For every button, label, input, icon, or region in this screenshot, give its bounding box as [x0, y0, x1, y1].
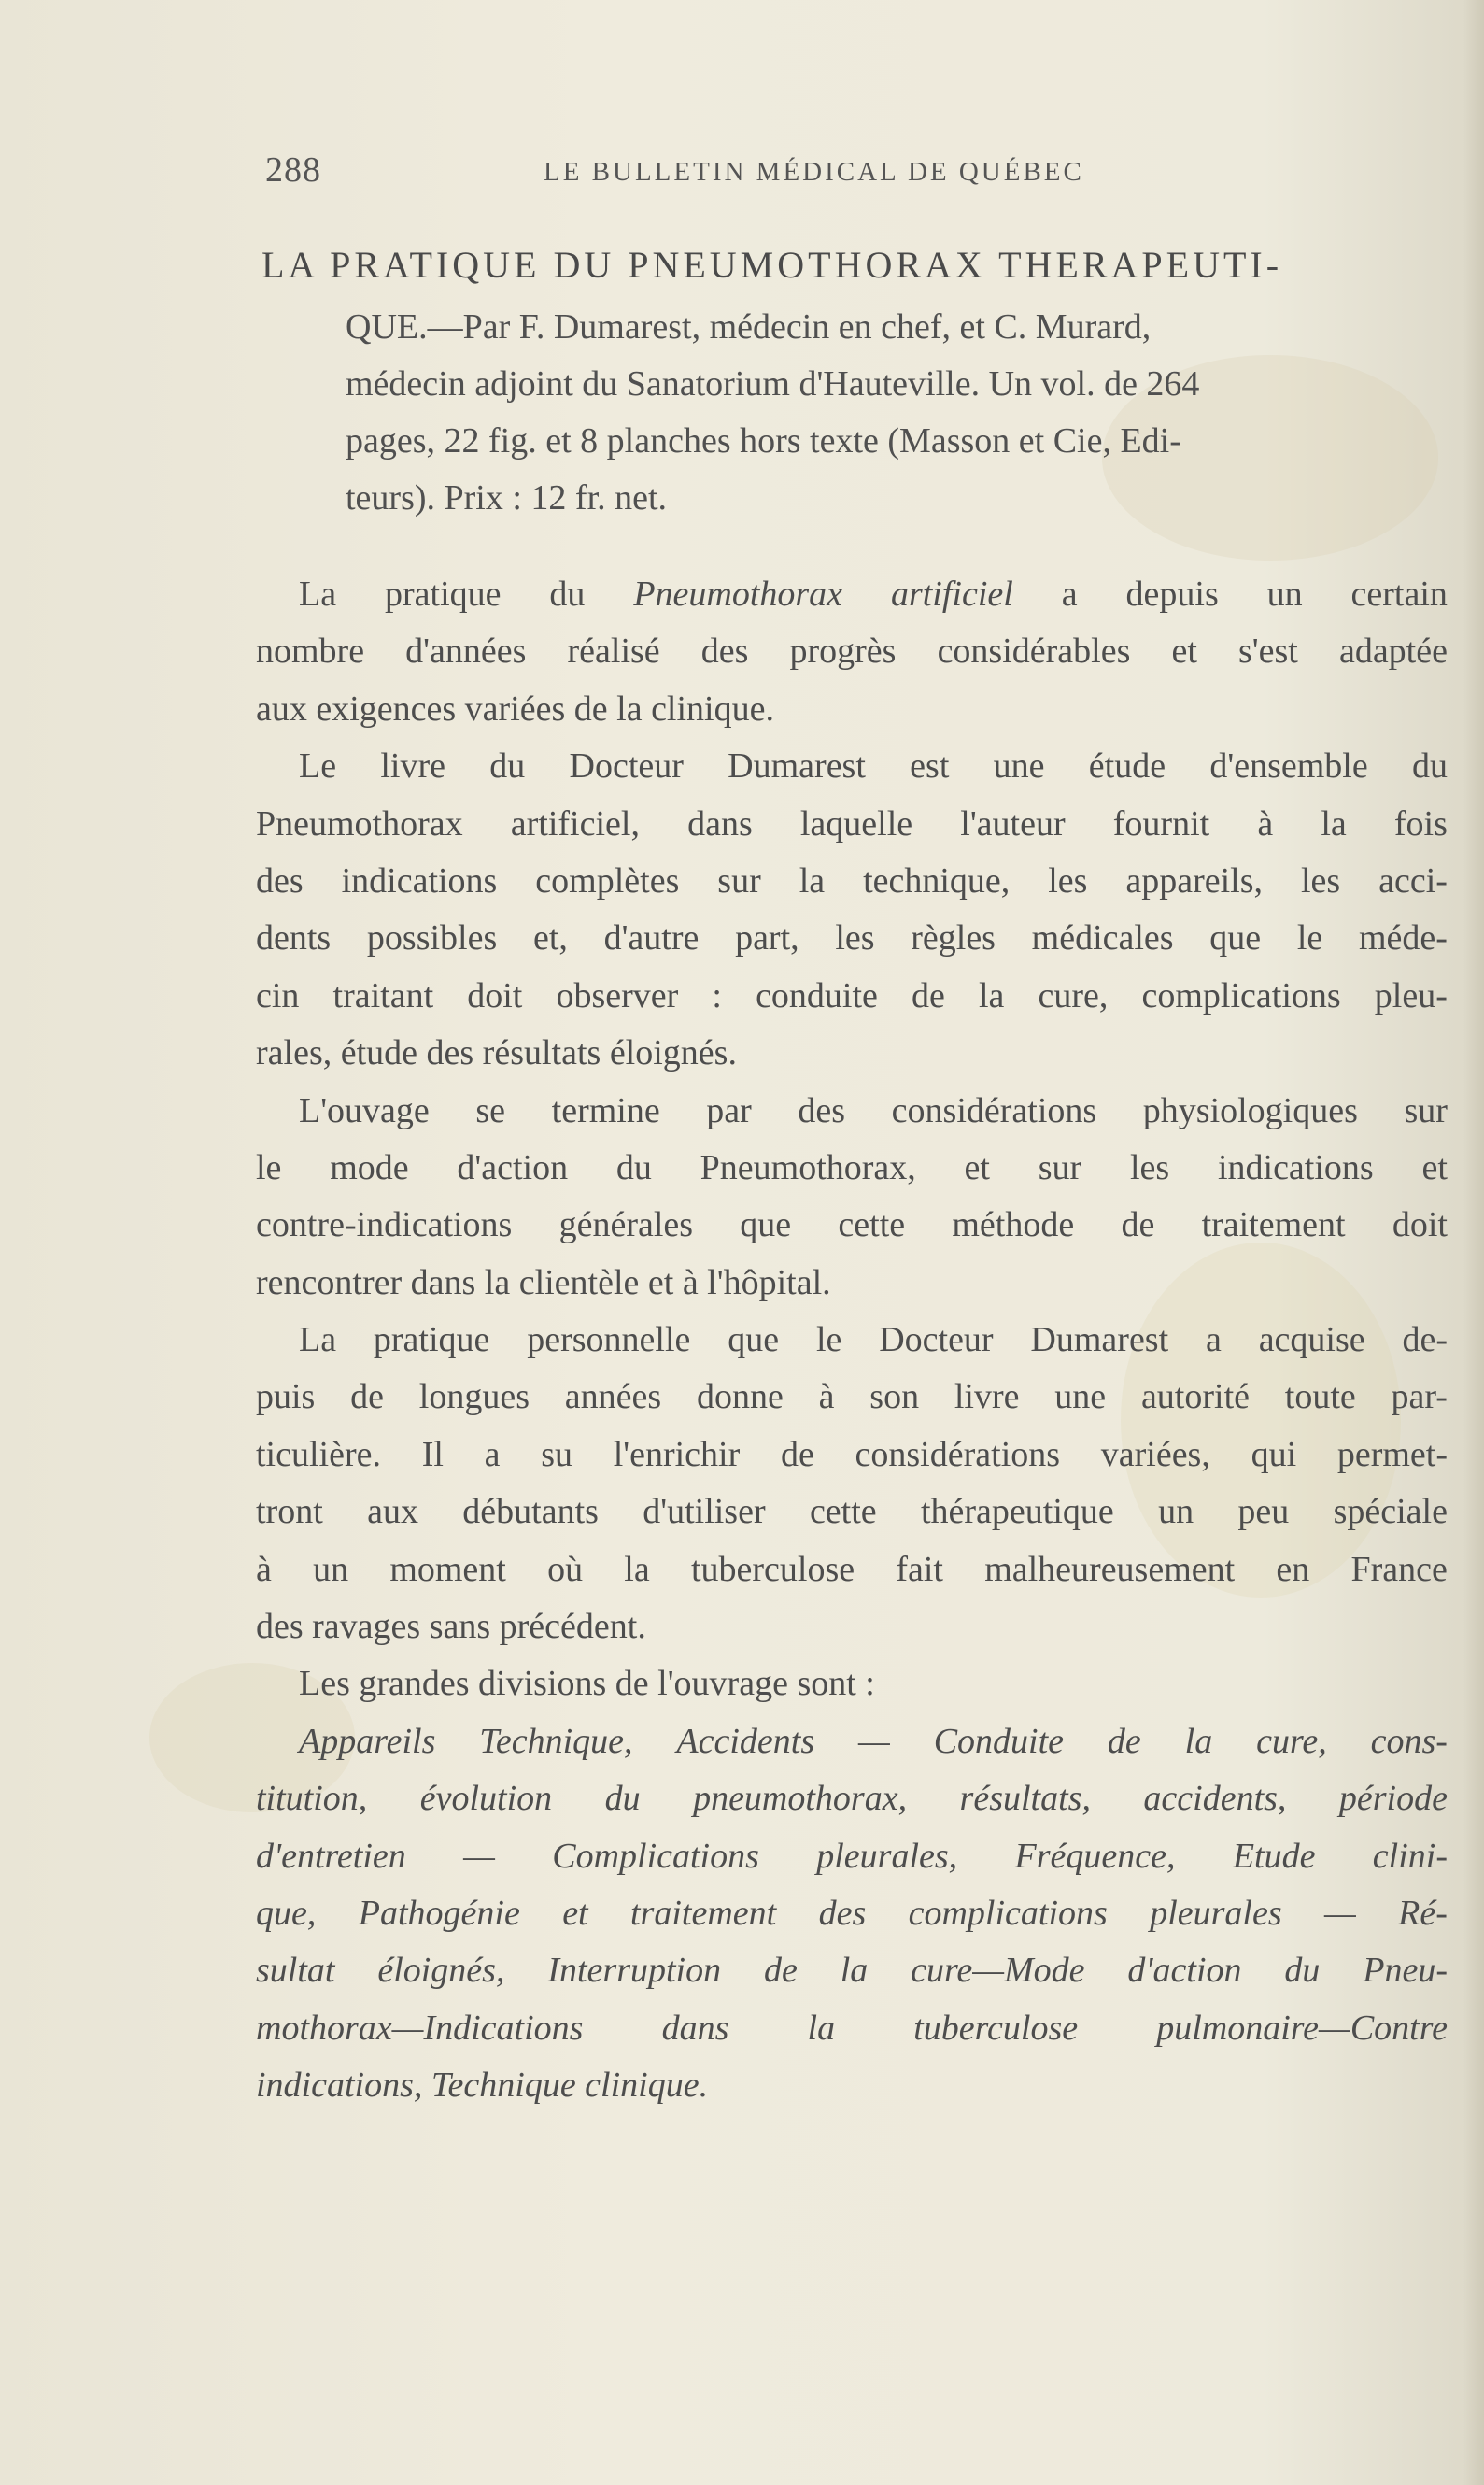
word: Pneumothorax [633, 575, 843, 614]
word: fait [896, 1549, 943, 1589]
word: un [1266, 575, 1303, 614]
word: La [299, 1320, 337, 1360]
word: du [1284, 1951, 1321, 1991]
word: et [964, 1147, 990, 1187]
word: fournit [1112, 803, 1210, 844]
word: une [993, 746, 1045, 787]
word: indications [341, 860, 498, 901]
word: le [256, 1147, 282, 1187]
paragraph-line [256, 1541, 1448, 1598]
word: Pneumothorax [256, 803, 463, 844]
paragraph-line [256, 623, 1448, 680]
paragraph-line: aux exigences variées de la clinique. [256, 689, 774, 729]
word: tuberculose [690, 1549, 855, 1589]
word: cette [809, 1492, 877, 1532]
paragraph-line [256, 1942, 1448, 1999]
word: son [869, 1377, 920, 1417]
word: sur [717, 860, 761, 901]
word: du [615, 1147, 652, 1187]
word: moment [389, 1549, 506, 1589]
word: de [780, 1434, 814, 1474]
word: Complications [552, 1836, 759, 1876]
review-title: LA PRATIQUE DU PNEUMOTHORAX THERAPEUTI- [261, 244, 1283, 286]
word: a [1061, 575, 1078, 614]
word: Conduite [933, 1721, 1065, 1761]
paragraph-line [256, 1427, 1448, 1484]
word: traitement [1201, 1205, 1346, 1245]
word: observer [556, 975, 679, 1015]
word: du [604, 1779, 641, 1819]
word: L'ouvage [299, 1090, 430, 1130]
word: — [1324, 1893, 1356, 1933]
word: a [1205, 1320, 1222, 1360]
word: que, [256, 1893, 317, 1933]
word: certain [1350, 575, 1448, 614]
word: dans [687, 803, 753, 844]
word: un [1158, 1492, 1194, 1532]
paragraph-line [256, 1885, 1448, 1942]
word: de [1107, 1721, 1141, 1761]
paragraph-line: des ravages sans précédent. [256, 1607, 646, 1647]
word: livre [954, 1377, 1020, 1417]
word: depuis [1125, 575, 1219, 614]
word: qui [1251, 1434, 1297, 1474]
word: acci- [1378, 860, 1448, 901]
word: pleurales [1150, 1893, 1282, 1933]
word: s'est [1238, 632, 1298, 672]
word: a [484, 1434, 501, 1474]
word: accidents, [1143, 1779, 1287, 1819]
paragraph-line [256, 1312, 1448, 1369]
word: l'enrichir [613, 1434, 741, 1474]
review-text [256, 566, 1448, 2115]
word: — [463, 1836, 495, 1876]
word: des [256, 860, 304, 901]
word: les [1300, 860, 1341, 901]
word: méthode [952, 1205, 1075, 1245]
word: règles [911, 918, 996, 958]
word: des [798, 1090, 846, 1130]
word: clini- [1372, 1836, 1448, 1876]
word: générales [558, 1205, 694, 1245]
word: de [1121, 1205, 1155, 1245]
word: technique, [863, 860, 1011, 901]
word: réalisé [567, 632, 660, 672]
word: fois [1393, 803, 1448, 844]
word: de [763, 1951, 798, 1991]
word: cure, [1038, 975, 1109, 1015]
word: période [1338, 1779, 1448, 1819]
word: France [1350, 1549, 1448, 1589]
word: conduite [756, 975, 878, 1015]
word: l'auteur [960, 803, 1066, 844]
word: la [978, 975, 1005, 1015]
paragraph-line: indications, Technique clinique. [256, 2066, 709, 2106]
word: progrès [789, 632, 897, 672]
word: à [256, 1549, 272, 1589]
word: étude [1088, 746, 1166, 787]
word: toute [1284, 1377, 1356, 1417]
word: donne [696, 1377, 784, 1417]
word: à [818, 1377, 835, 1417]
word: puis [256, 1377, 316, 1417]
word: Pneu- [1363, 1951, 1448, 1991]
word: de [912, 975, 945, 1015]
word: d'autre [603, 918, 700, 958]
word: autorité [1140, 1377, 1250, 1417]
word: Docteur [879, 1320, 994, 1360]
word: termine [551, 1090, 660, 1130]
word: appareils, [1125, 860, 1264, 901]
word: des [818, 1893, 867, 1933]
word: où [547, 1549, 584, 1589]
word: la [840, 1951, 869, 1991]
word: par- [1391, 1377, 1448, 1417]
page-number: 288 [265, 150, 321, 190]
word: Docteur [569, 746, 684, 787]
word: Dumarest [1030, 1320, 1169, 1360]
word: cons- [1370, 1721, 1448, 1761]
paragraph-line [256, 796, 1448, 853]
word: une [1054, 1377, 1107, 1417]
word: doit [467, 975, 523, 1015]
paragraph-line [256, 968, 1448, 1025]
paragraph-line [256, 1197, 1448, 1254]
word: Accidents [676, 1721, 815, 1761]
word: la [1321, 803, 1347, 844]
word: d'années [405, 632, 527, 672]
word: Technique, [479, 1721, 633, 1761]
paragraph-line [256, 1484, 1448, 1541]
word: aux [367, 1492, 418, 1532]
word: d'action [457, 1147, 569, 1187]
word: Pneumothorax, [700, 1147, 916, 1187]
word: et [1421, 1147, 1448, 1187]
word: doit [1392, 1205, 1448, 1245]
word: dents [256, 918, 332, 958]
word: que [728, 1320, 780, 1360]
word: complications [1141, 975, 1341, 1015]
paragraph-line [256, 1770, 1448, 1827]
word: la [624, 1549, 650, 1589]
word: part, [735, 918, 799, 958]
word: la [1184, 1721, 1213, 1761]
citation-line: teurs). Prix : 12 fr. net. [346, 478, 668, 518]
word: à [1257, 803, 1274, 844]
word: mode [330, 1147, 409, 1187]
paragraph-line [256, 738, 1448, 795]
word: — [858, 1721, 890, 1761]
word: Interruption [547, 1951, 722, 1991]
word: Il [421, 1434, 444, 1474]
word: permet- [1336, 1434, 1448, 1474]
word: éloignés, [377, 1951, 505, 1991]
word: évolution [419, 1779, 553, 1819]
word: physiologiques [1142, 1090, 1358, 1130]
word: tuberculose [913, 2008, 1079, 2048]
word: les [835, 918, 875, 958]
word: la [807, 2008, 836, 2048]
word: des [700, 632, 749, 672]
word: cure—Mode [911, 1951, 1085, 1991]
word: livre [380, 746, 445, 787]
paragraph-line [256, 910, 1448, 967]
running-header [265, 149, 1218, 196]
word: possibles [366, 918, 498, 958]
word: et [1171, 632, 1197, 672]
word: contre-indications [256, 1205, 513, 1245]
word: indications [1217, 1147, 1374, 1187]
word: un [313, 1549, 349, 1589]
word: complètes [535, 860, 680, 901]
paragraph-line: rencontrer dans la clientèle et à l'hôpital. [256, 1262, 831, 1302]
paragraph-line [256, 1369, 1448, 1426]
word: spéciale [1333, 1492, 1448, 1532]
word: considérables [937, 632, 1131, 672]
word: Appareils [299, 1721, 436, 1761]
word: titution, [256, 1779, 368, 1819]
word: d'action [1127, 1951, 1242, 1991]
word: débutants [462, 1492, 599, 1532]
word: d'ensemble [1209, 746, 1368, 787]
word: d'utiliser [643, 1492, 766, 1532]
word: la [799, 860, 826, 901]
word: mothorax—Indications [256, 2008, 584, 2048]
word: dans [661, 2008, 729, 2048]
word: Le [299, 746, 337, 787]
journal-title: LE BULLETIN MÉDICAL DE QUÉBEC [544, 157, 1084, 187]
word: résultats, [959, 1779, 1091, 1819]
word: que [1209, 918, 1262, 958]
word: complications [908, 1893, 1108, 1933]
word: les [1129, 1147, 1170, 1187]
word: cure, [1256, 1721, 1327, 1761]
word: Fréquence, [1014, 1836, 1176, 1876]
word: peu [1237, 1492, 1290, 1532]
word: que [740, 1205, 792, 1245]
page-edge-shadow [1463, 0, 1484, 2485]
word: traitant [332, 975, 434, 1015]
word: pratique [373, 1320, 490, 1360]
word: les [1048, 860, 1088, 901]
word: méde- [1358, 918, 1448, 958]
word: le [815, 1320, 842, 1360]
paragraph-line [256, 2000, 1448, 2057]
word: adaptée [1338, 632, 1448, 672]
word: Etude [1232, 1836, 1316, 1876]
word: du [489, 746, 526, 787]
word: La [299, 575, 337, 614]
word: pleu- [1374, 975, 1448, 1015]
word: du [1411, 746, 1448, 787]
word: d'entretien [256, 1836, 406, 1876]
word: sur [1038, 1147, 1082, 1187]
paragraph-line [256, 853, 1448, 910]
word: et, [532, 918, 568, 958]
word: traitement [630, 1893, 777, 1933]
word: en [1276, 1549, 1310, 1589]
word: pleurales, [816, 1836, 958, 1876]
word: : [712, 975, 722, 1015]
word: par [706, 1090, 752, 1130]
paragraph-line: Les grandes divisions de l'ouvrage sont : [299, 1664, 875, 1704]
paragraph-line [256, 566, 1448, 623]
word: pulmonaire—Contre [1156, 2008, 1448, 2048]
word: considérations [891, 1090, 1097, 1130]
word: artificiel [890, 575, 1013, 614]
review-citation [346, 299, 1448, 527]
word: variées, [1100, 1434, 1210, 1474]
word: su [541, 1434, 572, 1474]
paragraph-line: rales, étude des résultats éloignés. [256, 1033, 737, 1073]
word: et [562, 1893, 588, 1933]
word: tront [256, 1492, 323, 1532]
word: de [350, 1377, 385, 1417]
word: longues [418, 1377, 530, 1417]
word: personnelle [527, 1320, 691, 1360]
paragraph-line [256, 1828, 1448, 1885]
word: cette [838, 1205, 906, 1245]
citation-line: médecin adjoint du Sanatorium d'Hauteville. Un vol. de 264 [346, 364, 1200, 404]
word: artificiel, [510, 803, 640, 844]
word: cin [256, 975, 300, 1015]
word: est [910, 746, 950, 787]
word: se [475, 1090, 506, 1130]
word: Pathogénie [358, 1893, 520, 1933]
word: malheureusement [984, 1549, 1236, 1589]
word: ticulière. [256, 1434, 381, 1474]
word: médicales [1031, 918, 1174, 958]
citation-line: QUE.—Par F. Dumarest, médecin en chef, et C. Murard, [346, 307, 1152, 347]
word: sultat [256, 1951, 335, 1991]
word: sur [1404, 1090, 1448, 1130]
paragraph-line [256, 1713, 1448, 1770]
word: pratique [384, 575, 502, 614]
word: thérapeutique [920, 1492, 1114, 1532]
word: laquelle [799, 803, 913, 844]
word: du [549, 575, 586, 614]
word: Dumarest [728, 746, 866, 787]
word: acquise [1258, 1320, 1365, 1360]
word: nombre [256, 632, 365, 672]
citation-line: pages, 22 fig. et 8 planches hors texte (Masson et Cie, Edi- [346, 421, 1181, 461]
word: années [564, 1377, 662, 1417]
word: le [1296, 918, 1323, 958]
word: Ré- [1398, 1893, 1448, 1933]
paragraph-line [256, 1140, 1448, 1197]
word: de- [1402, 1320, 1448, 1360]
word: considérations [855, 1434, 1061, 1474]
paragraph-line [256, 1083, 1448, 1140]
word: pneumothorax, [693, 1779, 908, 1819]
